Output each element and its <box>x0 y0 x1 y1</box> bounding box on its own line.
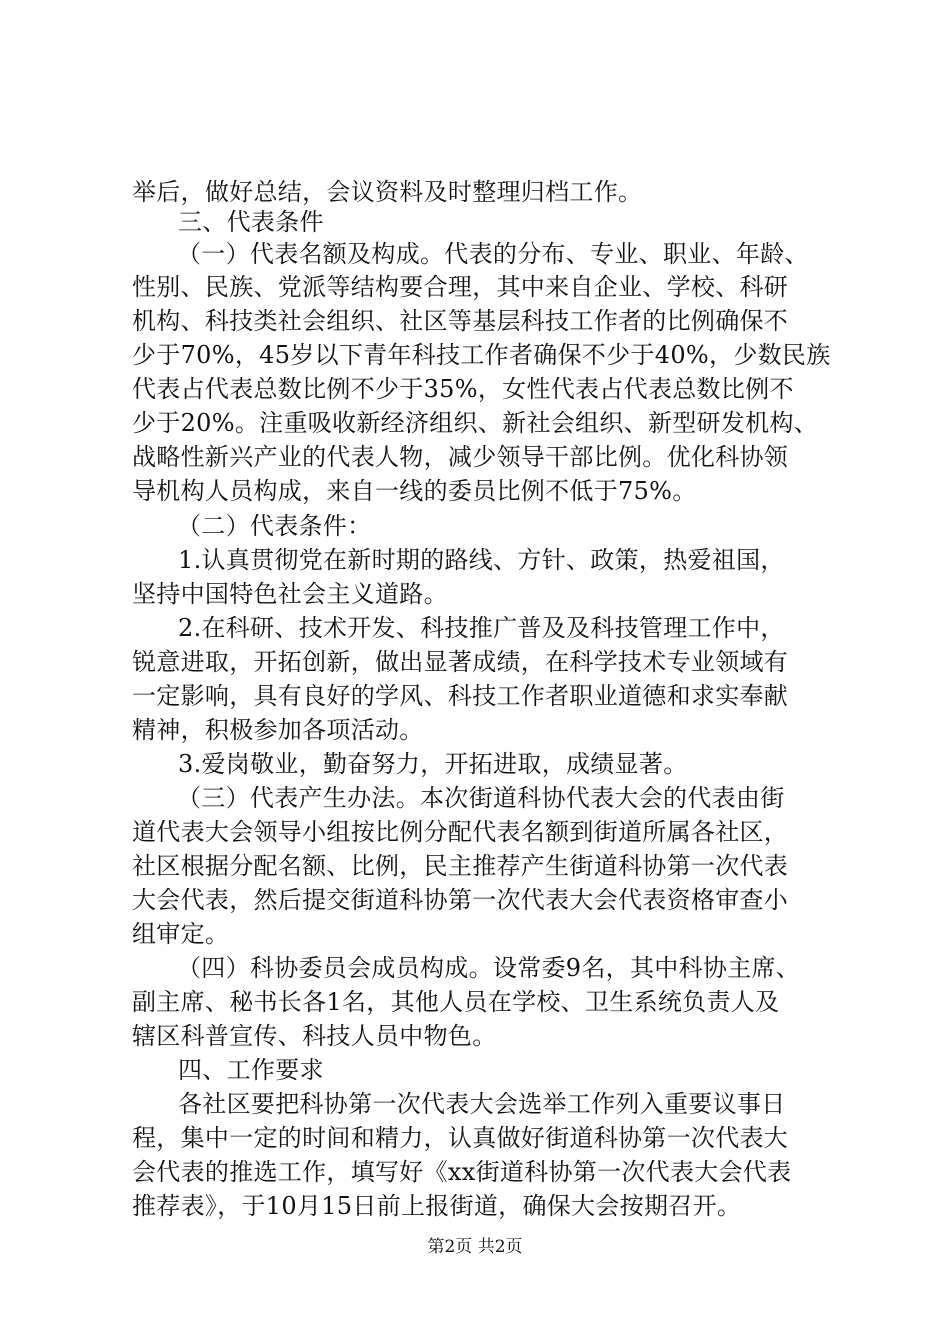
text-line: 机构、科技类社会组织、社区等基层科技工作者的比例确保不 <box>132 307 789 335</box>
text-line: 少于20%。注重吸收新经济组织、新社会组织、新型研发机构、 <box>132 409 819 437</box>
text-line: 会代表的推选工作，填写好《xx街道科协第一次代表大会代表 <box>132 1158 792 1186</box>
text-line: 精神，积极参加各项活动。 <box>132 716 424 744</box>
text-line: 3.爱岗敬业，勤奋努力，开拓进取，成绩显著。 <box>178 750 688 778</box>
text-line: 各社区要把科协第一次代表大会选举工作列入重要议事日 <box>178 1090 786 1118</box>
text-line: （二）代表条件： <box>177 512 372 540</box>
text-line: （三）代表产生办法。本次街道科协代表大会的代表由街 <box>177 784 785 812</box>
text-line: 举后，做好总结，会议资料及时整理归档工作。 <box>132 178 643 206</box>
text-line: 大会代表，然后提交街道科协第一次代表大会代表资格审查小 <box>132 886 789 914</box>
text-line: 道代表大会领导小组按比例分配代表名额到街道所属各社区， <box>132 818 789 846</box>
text-line: 代表占代表总数比例不少于35%，女性代表占代表总数比例不 <box>132 375 794 403</box>
text-line: （一）代表名额及构成。代表的分布、专业、职业、年龄、 <box>177 240 809 268</box>
text-line: 组审定。 <box>132 920 230 948</box>
section-heading: 三、代表条件 <box>178 208 324 236</box>
text-line: 导机构人员构成，来自一线的委员比例不低于75%。 <box>132 477 697 505</box>
text-line: 1.认真贯彻党在新时期的路线、方针、政策，热爱祖国， <box>178 546 785 574</box>
text-line: 推荐表》，于10月15日前上报街道，确保大会按期召开。 <box>132 1192 742 1220</box>
text-line: 社区根据分配名额、比例，民主推荐产生街道科协第一次代表 <box>132 852 789 880</box>
text-line: （四）科协委员会成员构成。设常委9名，其中科协主席、 <box>177 954 801 982</box>
section-heading: 四、工作要求 <box>178 1056 324 1084</box>
text-line: 锐意进取，开拓创新，做出显著成绩，在科学技术专业领域有 <box>132 648 789 676</box>
text-line: 坚持中国特色社会主义道路。 <box>132 580 448 608</box>
text-line: 一定影响，具有良好的学风、科技工作者职业道德和求实奉献 <box>132 682 789 710</box>
text-line: 战略性新兴产业的代表人物，减少领导干部比例。优化科协领 <box>132 443 789 471</box>
text-line: 副主席、秘书长各1名，其他人员在学校、卫生系统负责人及 <box>132 988 780 1016</box>
text-line: 辖区科普宣传、科技人员中物色。 <box>132 1022 497 1050</box>
text-line: 少于70%，45岁以下青年科技工作者确保不少于40%，少数民族 <box>132 341 831 369</box>
page-footer: 第2页 共2页 <box>427 1237 523 1257</box>
text-line: 2.在科研、技术开发、科技推广普及及科技管理工作中， <box>178 614 785 642</box>
text-line: 性别、民族、党派等结构要合理，其中来自企业、学校、科研 <box>132 273 789 301</box>
text-line: 程，集中一定的时间和精力，认真做好街道科协第一次代表大 <box>132 1124 789 1152</box>
